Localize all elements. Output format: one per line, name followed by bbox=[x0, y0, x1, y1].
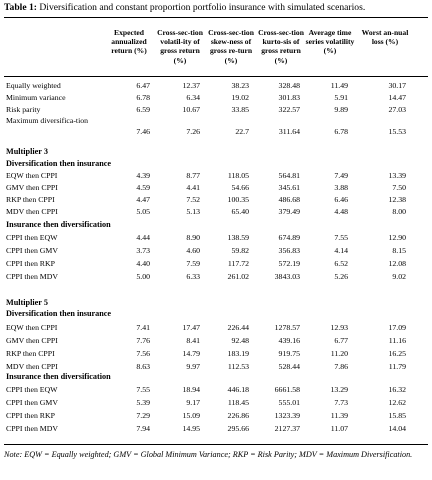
row-label: EQW then CPPI bbox=[6, 171, 58, 180]
table-row bbox=[0, 271, 432, 282]
table-cell: 8.77 bbox=[186, 171, 200, 180]
table-cell: 7.56 bbox=[136, 349, 150, 358]
table-cell: 92.48 bbox=[231, 336, 249, 345]
table-note: Note: EQW = Equally weighted; GMV = Global Minimum Variance; RKP = Risk Parity; MDV = Maximum Diversification. bbox=[4, 450, 413, 459]
table-cell: 13.39 bbox=[388, 171, 406, 180]
table-cell: 564.81 bbox=[278, 171, 300, 180]
table-cell: 27.03 bbox=[388, 105, 406, 114]
table-cell: 295.66 bbox=[227, 424, 249, 433]
table-row bbox=[0, 104, 432, 115]
table-cell: 6.34 bbox=[186, 93, 200, 102]
section-heading: Insurance then diversification bbox=[6, 372, 111, 381]
table-row bbox=[0, 116, 432, 137]
table-cell: 3.88 bbox=[334, 183, 348, 192]
table-cell: 439.16 bbox=[278, 336, 300, 345]
table-cell: 6661.58 bbox=[274, 385, 300, 394]
table-cell: 1278.57 bbox=[274, 323, 300, 332]
table-cell: 38.23 bbox=[231, 81, 249, 90]
table-cell: 11.07 bbox=[330, 424, 348, 433]
table-cell: 528.44 bbox=[278, 362, 300, 371]
row-label: GMV then CPPI bbox=[6, 183, 58, 192]
table-cell: 12.08 bbox=[388, 259, 406, 268]
row-label: Equally weighted bbox=[6, 81, 61, 90]
header-rule bbox=[4, 76, 428, 77]
table-cell: 6.77 bbox=[334, 336, 348, 345]
table-cell: 65.40 bbox=[231, 207, 249, 216]
table-cell: 4.48 bbox=[334, 207, 348, 216]
table-cell: 6.59 bbox=[136, 105, 150, 114]
table-cell: 18.94 bbox=[182, 385, 200, 394]
table-row bbox=[0, 410, 432, 421]
table-cell: 4.40 bbox=[136, 259, 150, 268]
table-cell: 486.68 bbox=[278, 195, 300, 204]
table-cell: 6.52 bbox=[334, 259, 348, 268]
table-cell: 328.48 bbox=[278, 81, 300, 90]
table-cell: 5.05 bbox=[136, 207, 150, 216]
row-label: GMV then CPPI bbox=[6, 336, 58, 345]
row-label: CPPI then RKP bbox=[6, 411, 55, 420]
table-cell: 7.55 bbox=[334, 233, 348, 242]
row-label: MDV then CPPI bbox=[6, 207, 58, 216]
table-cell: 6.47 bbox=[136, 81, 150, 90]
table-cell: 7.49 bbox=[334, 171, 348, 180]
table-cell: 19.02 bbox=[231, 93, 249, 102]
table-cell: 118.05 bbox=[227, 171, 249, 180]
table-cell: 17.09 bbox=[388, 323, 406, 332]
table-cell: 8.15 bbox=[392, 246, 406, 255]
table-cell: 4.47 bbox=[136, 195, 150, 204]
table-cell: 17.47 bbox=[182, 323, 200, 332]
table-cell: 7.59 bbox=[186, 259, 200, 268]
table-cell: 4.59 bbox=[136, 183, 150, 192]
table-cell: 226.44 bbox=[227, 323, 249, 332]
table-bottom-rule bbox=[4, 444, 428, 445]
table-cell: 11.39 bbox=[330, 411, 348, 420]
table-cell: 4.44 bbox=[136, 233, 150, 242]
table-cell: 7.55 bbox=[136, 385, 150, 394]
table-cell: 2127.37 bbox=[274, 424, 300, 433]
table-cell: 11.16 bbox=[388, 336, 406, 345]
row-label: Risk parity bbox=[6, 105, 41, 114]
table-cell: 322.57 bbox=[278, 105, 300, 114]
row-label: MDV then CPPI bbox=[6, 362, 58, 371]
table-cell: 5.26 bbox=[334, 272, 348, 281]
table-row bbox=[0, 232, 432, 243]
row-label: CPPI then MDV bbox=[6, 424, 58, 433]
table-cell: 15.53 bbox=[388, 127, 406, 136]
table-cell: 4.41 bbox=[186, 183, 200, 192]
table-row bbox=[0, 397, 432, 408]
table-cell: 572.19 bbox=[278, 259, 300, 268]
table-row bbox=[0, 322, 432, 333]
table-cell: 3843.03 bbox=[274, 272, 300, 281]
row-label: CPPI then GMV bbox=[6, 246, 58, 255]
table-cell: 16.32 bbox=[388, 385, 406, 394]
row-label: Maximum diversifica-tion bbox=[6, 116, 89, 125]
table-cell: 11.79 bbox=[388, 362, 406, 371]
column-header: Average time series volatility (%) bbox=[305, 28, 355, 56]
table-cell: 6.33 bbox=[186, 272, 200, 281]
table-cell: 311.64 bbox=[278, 127, 300, 136]
column-header: Cross-sec-tion volatil-ity of gross return (%) bbox=[157, 28, 203, 65]
table-cell: 138.59 bbox=[227, 233, 249, 242]
table-cell: 8.63 bbox=[136, 362, 150, 371]
table-cell: 9.97 bbox=[186, 362, 200, 371]
table-cell: 8.90 bbox=[186, 233, 200, 242]
table-cell: 12.62 bbox=[388, 398, 406, 407]
table-cell: 33.85 bbox=[231, 105, 249, 114]
table-cell: 4.60 bbox=[186, 246, 200, 255]
row-label: CPPI then GMV bbox=[6, 398, 58, 407]
table-cell: 261.02 bbox=[227, 272, 249, 281]
table-cell: 9.17 bbox=[186, 398, 200, 407]
table-cell: 12.93 bbox=[330, 323, 348, 332]
table-cell: 555.01 bbox=[278, 398, 300, 407]
table-cell: 226.86 bbox=[227, 411, 249, 420]
table-cell: 345.61 bbox=[278, 183, 300, 192]
table-cell: 7.76 bbox=[136, 336, 150, 345]
table-row bbox=[0, 194, 432, 205]
table-cell: 112.53 bbox=[227, 362, 249, 371]
table-cell: 9.89 bbox=[334, 105, 348, 114]
table-cell: 14.47 bbox=[388, 93, 406, 102]
table-cell: 7.52 bbox=[186, 195, 200, 204]
table-cell: 7.46 bbox=[136, 127, 150, 136]
table-row bbox=[0, 92, 432, 103]
table-cell: 12.37 bbox=[182, 81, 200, 90]
table-cell: 13.29 bbox=[330, 385, 348, 394]
table-cell: 15.09 bbox=[182, 411, 200, 420]
section-heading: Diversification then insurance bbox=[6, 159, 112, 168]
table-cell: 5.13 bbox=[186, 207, 200, 216]
table-cell: 118.45 bbox=[227, 398, 249, 407]
table-row bbox=[0, 206, 432, 217]
table-cell: 6.46 bbox=[334, 195, 348, 204]
table-cell: 379.49 bbox=[278, 207, 300, 216]
table-cell: 674.89 bbox=[278, 233, 300, 242]
table-cell: 183.19 bbox=[227, 349, 249, 358]
table-cell: 7.73 bbox=[334, 398, 348, 407]
table-cell: 5.39 bbox=[136, 398, 150, 407]
table-row bbox=[0, 170, 432, 181]
table-cell: 6.78 bbox=[334, 127, 348, 136]
table-top-rule bbox=[4, 17, 428, 18]
table-cell: 10.67 bbox=[182, 105, 200, 114]
table-cell: 30.17 bbox=[388, 81, 406, 90]
column-header: Cross-sec-tion kurto-sis of gross return (%) bbox=[258, 28, 304, 65]
table-cell: 11.20 bbox=[330, 349, 348, 358]
table-cell: 301.83 bbox=[278, 93, 300, 102]
section-heading: Multiplier 5 bbox=[6, 298, 48, 307]
table-cell: 7.50 bbox=[392, 183, 406, 192]
table-cell: 1323.39 bbox=[274, 411, 300, 420]
table-cell: 9.02 bbox=[392, 272, 406, 281]
table-cell: 11.49 bbox=[330, 81, 348, 90]
table-cell: 446.18 bbox=[227, 385, 249, 394]
table-row bbox=[0, 80, 432, 91]
table-cell: 4.39 bbox=[136, 171, 150, 180]
table-cell: 919.75 bbox=[278, 349, 300, 358]
table-cell: 14.79 bbox=[182, 349, 200, 358]
table-cell: 15.85 bbox=[388, 411, 406, 420]
table-cell: 7.26 bbox=[186, 127, 200, 136]
section-heading: Insurance then diversification bbox=[6, 220, 111, 229]
table-row bbox=[0, 335, 432, 346]
table-row bbox=[0, 384, 432, 395]
table-cell: 117.72 bbox=[227, 259, 249, 268]
section-heading: Diversification then insurance bbox=[6, 309, 112, 318]
table-row bbox=[0, 258, 432, 269]
table-row bbox=[0, 245, 432, 256]
table-caption bbox=[4, 2, 365, 14]
row-label: RKP then CPPI bbox=[6, 349, 55, 358]
table-cell: 100.35 bbox=[227, 195, 249, 204]
table-cell: 22.7 bbox=[235, 127, 249, 136]
table-cell: 3.73 bbox=[136, 246, 150, 255]
row-label: CPPI then EQW bbox=[6, 385, 58, 394]
table-cell: 7.94 bbox=[136, 424, 150, 433]
table-cell: 6.78 bbox=[136, 93, 150, 102]
row-label: CPPI then RKP bbox=[6, 259, 55, 268]
column-header: Cross-sec-tion skew-ness of gross re-turn (%) bbox=[208, 28, 254, 65]
caption-label: Table 1: bbox=[4, 2, 37, 13]
table-row bbox=[0, 423, 432, 434]
table-row bbox=[0, 348, 432, 359]
row-label: CPPI then MDV bbox=[6, 272, 58, 281]
table-cell: 8.41 bbox=[186, 336, 200, 345]
table-cell: 14.04 bbox=[388, 424, 406, 433]
row-label: CPPI then EQW bbox=[6, 233, 58, 242]
table-cell: 59.82 bbox=[231, 246, 249, 255]
row-label: EQW then CPPI bbox=[6, 323, 58, 332]
table-cell: 14.95 bbox=[182, 424, 200, 433]
table-cell: 54.66 bbox=[231, 183, 249, 192]
caption-text: Diversification and constant proportion portfolio insurance with simulated scenarios. bbox=[39, 2, 366, 13]
table-cell: 16.25 bbox=[388, 349, 406, 358]
table-row bbox=[0, 182, 432, 193]
column-header: Worst an-nual loss (%) bbox=[361, 28, 409, 47]
section-heading: Multiplier 3 bbox=[6, 147, 48, 156]
table-cell: 5.91 bbox=[334, 93, 348, 102]
table-cell: 7.41 bbox=[136, 323, 150, 332]
table-cell: 12.90 bbox=[388, 233, 406, 242]
table-cell: 12.38 bbox=[388, 195, 406, 204]
row-label: Minimum variance bbox=[6, 93, 66, 102]
table-cell: 7.86 bbox=[334, 362, 348, 371]
column-header: Expected annualized return (%) bbox=[111, 28, 147, 56]
table-cell: 356.83 bbox=[278, 246, 300, 255]
table-cell: 7.29 bbox=[136, 411, 150, 420]
table-cell: 8.00 bbox=[392, 207, 406, 216]
table-cell: 5.00 bbox=[136, 272, 150, 281]
table-cell: 4.14 bbox=[334, 246, 348, 255]
row-label: RKP then CPPI bbox=[6, 195, 55, 204]
